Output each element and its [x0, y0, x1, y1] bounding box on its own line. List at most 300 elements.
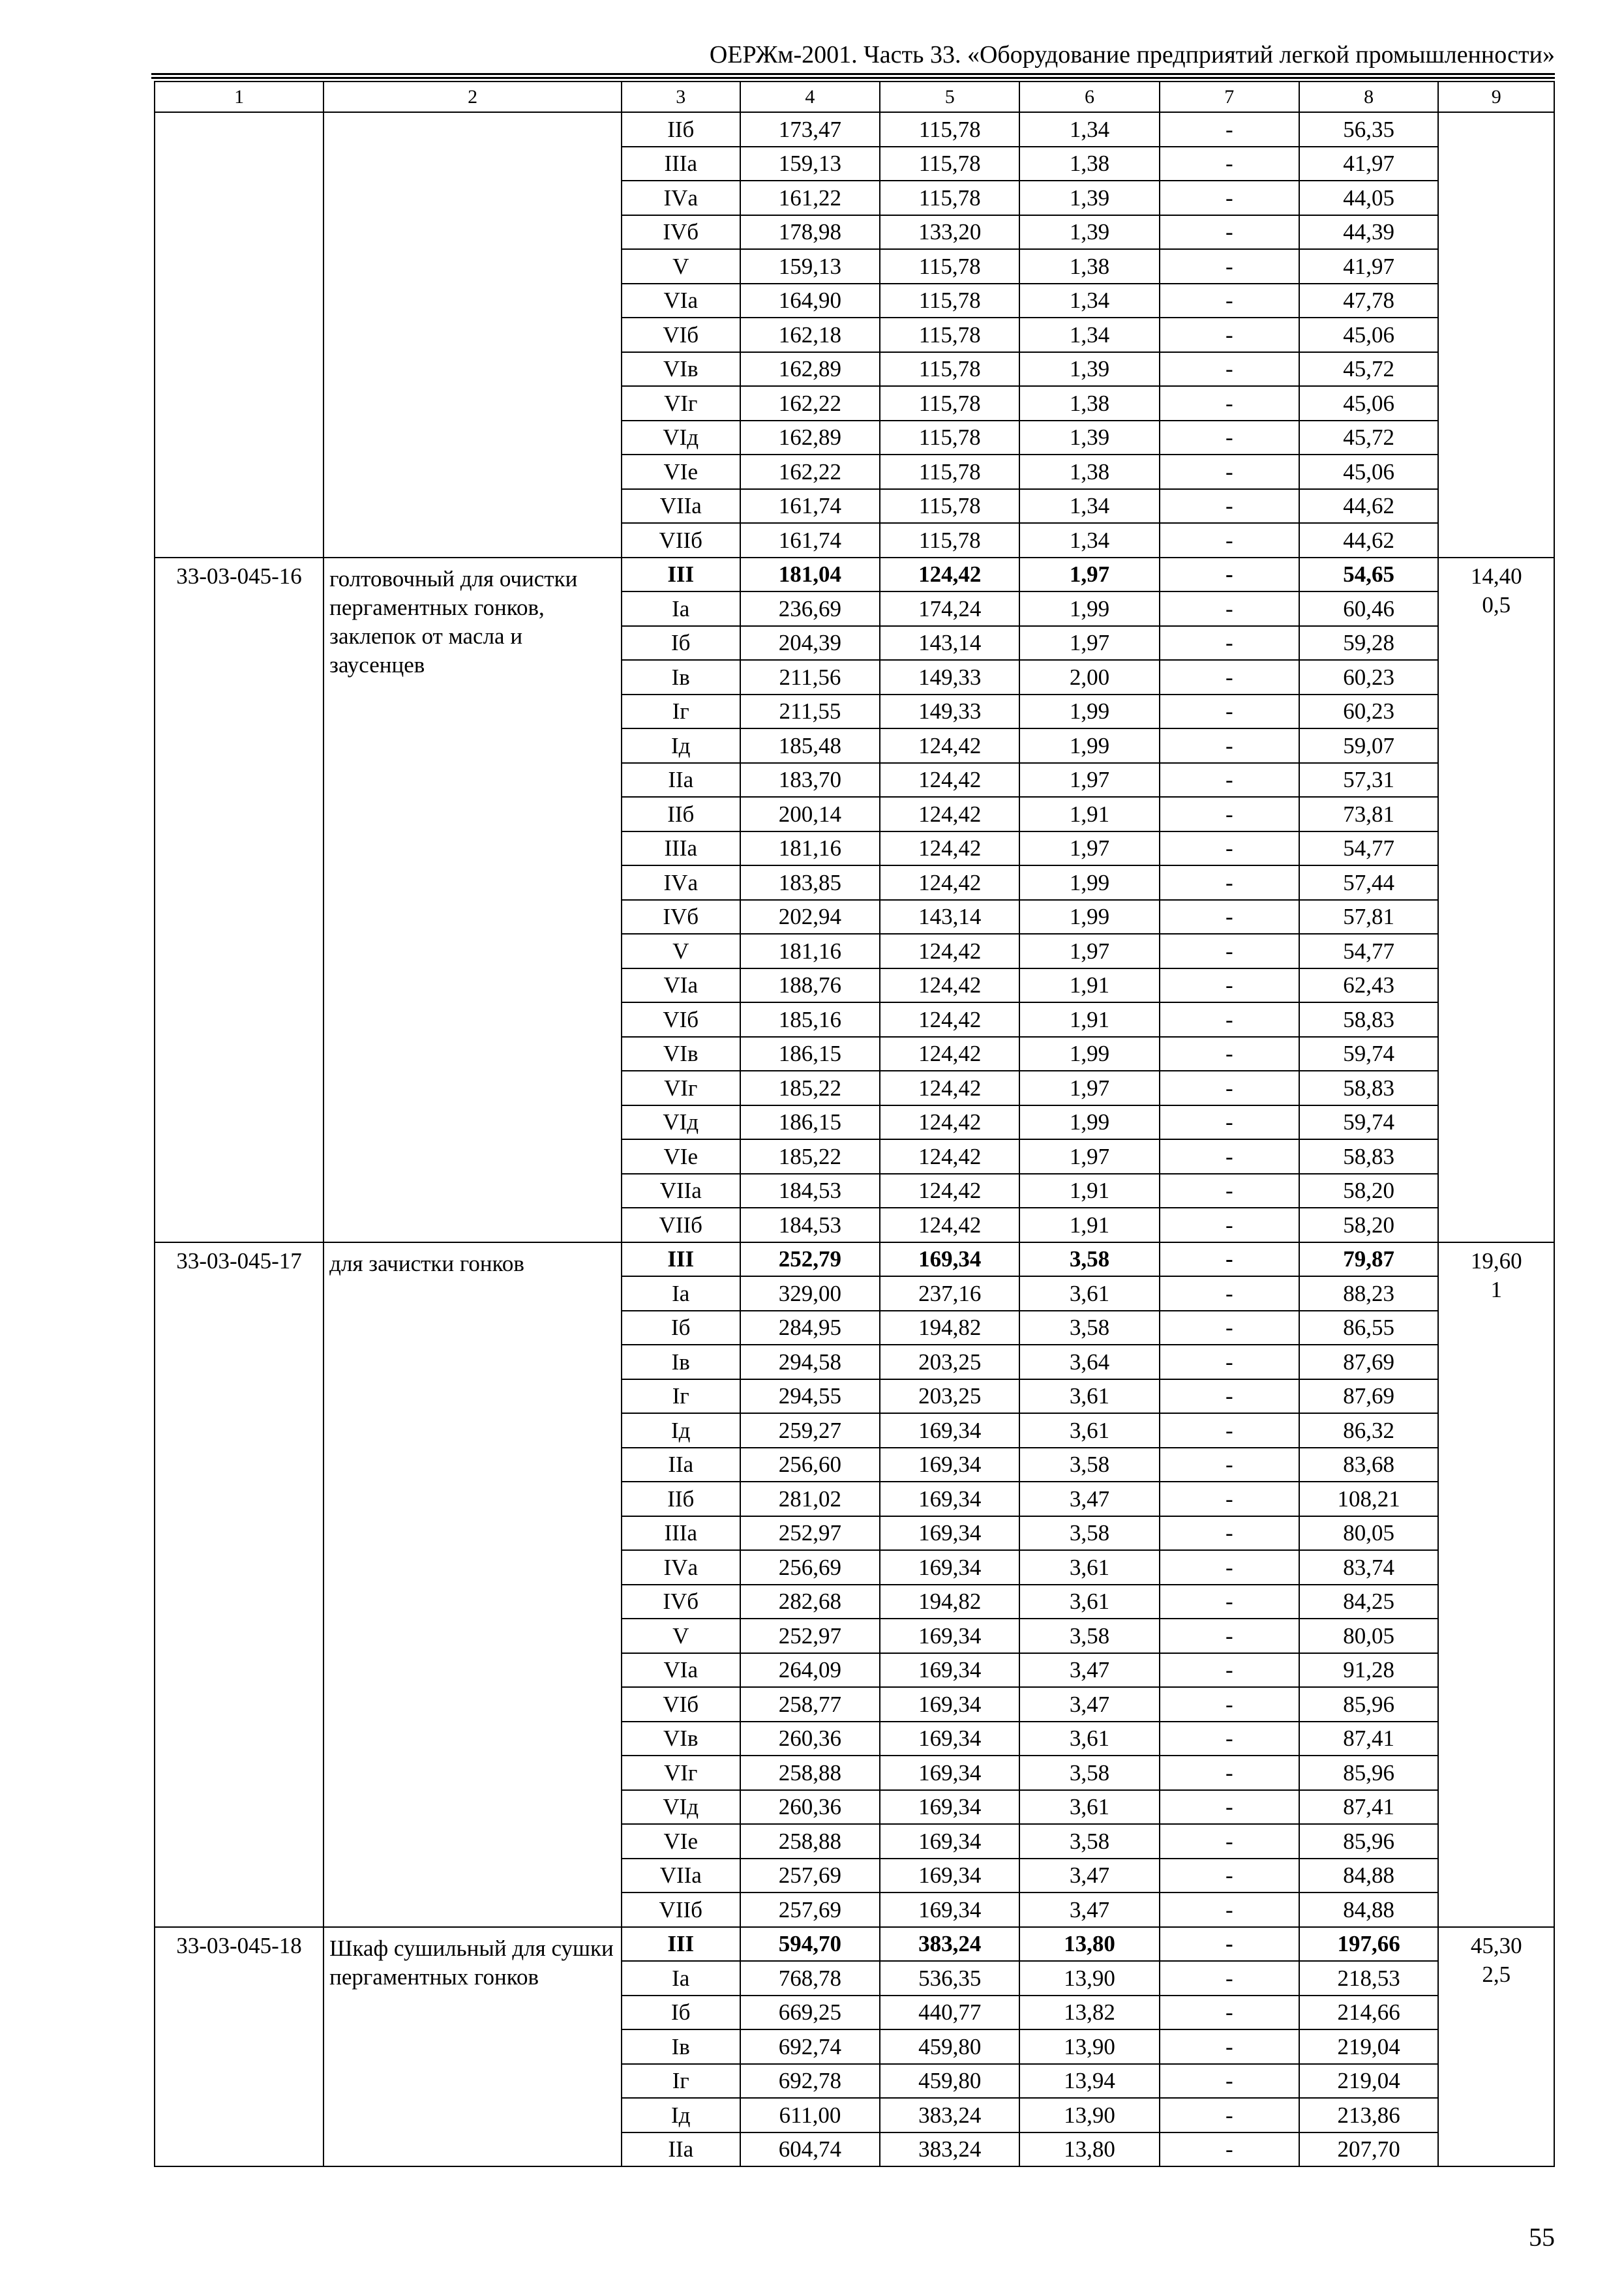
table-cell: 594,70: [740, 1927, 880, 1962]
table-cell: 58,20: [1299, 1174, 1439, 1208]
table-cell: 124,42: [880, 1071, 1019, 1105]
table-cell: 87,41: [1299, 1790, 1439, 1825]
resource-name: Шкаф сушильный для сушки пергаментных гонков: [323, 1927, 622, 2167]
resource-extra-value: 19,60: [1470, 1248, 1522, 1274]
zone-code: VIIа: [622, 1859, 740, 1893]
zone-code: Iа: [622, 591, 740, 626]
table-cell: -: [1160, 626, 1299, 661]
table-cell: 181,04: [740, 558, 880, 592]
table-cell: 1,38: [1019, 386, 1160, 421]
table-cell: 1,38: [1019, 147, 1160, 181]
table-cell: 13,82: [1019, 1996, 1160, 2030]
table-cell: 203,25: [880, 1345, 1019, 1379]
table-cell: 47,78: [1299, 284, 1439, 318]
table-cell: 124,42: [880, 1105, 1019, 1140]
zone-code: VIд: [622, 421, 740, 455]
table-cell: 181,16: [740, 831, 880, 866]
zone-code: VIг: [622, 1071, 740, 1105]
table-cell: 84,25: [1299, 1585, 1439, 1619]
table-cell: -: [1160, 1824, 1299, 1859]
table-cell: -: [1160, 1071, 1299, 1105]
table-cell: 169,34: [880, 1756, 1019, 1790]
table-cell: 1,39: [1019, 181, 1160, 215]
resource-name: [323, 112, 622, 558]
table-cell: 185,22: [740, 1071, 880, 1105]
table-cell: 169,34: [880, 1619, 1019, 1653]
table-cell: -: [1160, 1002, 1299, 1037]
zone-code: IIб: [622, 112, 740, 147]
resource-code: [155, 112, 323, 558]
resource-extra-value: 1: [1490, 1276, 1502, 1302]
table-cell: 91,28: [1299, 1653, 1439, 1688]
table-cell: -: [1160, 1139, 1299, 1174]
table-cell: 281,02: [740, 1482, 880, 1516]
resource-code: 33-03-045-18: [155, 1927, 323, 2167]
column-number: 3: [622, 82, 740, 112]
table-cell: 169,34: [880, 1859, 1019, 1893]
table-cell: 87,69: [1299, 1345, 1439, 1379]
table-cell: -: [1160, 2132, 1299, 2167]
table-cell: 41,97: [1299, 147, 1439, 181]
table-cell: 162,22: [740, 386, 880, 421]
zone-code: Iб: [622, 1311, 740, 1345]
table-cell: -: [1160, 1242, 1299, 1277]
zone-code: IIа: [622, 1448, 740, 1482]
table-cell: 284,95: [740, 1311, 880, 1345]
table-cell: 161,74: [740, 523, 880, 558]
table-cell: 185,22: [740, 1139, 880, 1174]
zone-code: IIб: [622, 1482, 740, 1516]
table-cell: 84,88: [1299, 1859, 1439, 1893]
table-cell: 294,58: [740, 1345, 880, 1379]
table-cell: 692,78: [740, 2064, 880, 2099]
column-number: 7: [1160, 82, 1299, 112]
table-cell: 181,16: [740, 934, 880, 968]
column-number: 2: [323, 82, 622, 112]
column-number: 4: [740, 82, 880, 112]
zone-code: IIIа: [622, 147, 740, 181]
table-cell: 1,38: [1019, 455, 1160, 489]
resource-extra-value: 14,40: [1470, 563, 1522, 589]
zone-code: IVа: [622, 181, 740, 215]
table-cell: 44,05: [1299, 181, 1439, 215]
zone-code: VIIб: [622, 1208, 740, 1242]
table-cell: 185,48: [740, 728, 880, 763]
table-cell: 3,58: [1019, 1756, 1160, 1790]
table-cell: -: [1160, 1448, 1299, 1482]
table-cell: 149,33: [880, 695, 1019, 729]
table-cell: 13,80: [1019, 1927, 1160, 1962]
table-body: [155, 82, 1554, 2166]
table-cell: 211,56: [740, 660, 880, 695]
table-cell: -: [1160, 352, 1299, 387]
table-cell: 54,77: [1299, 831, 1439, 866]
table-cell: 115,78: [880, 112, 1019, 147]
table-cell: 1,99: [1019, 865, 1160, 900]
table-cell: 264,09: [740, 1653, 880, 1688]
zone-code: VIа: [622, 284, 740, 318]
table-cell: 3,61: [1019, 1790, 1160, 1825]
column-number: 1: [155, 82, 323, 112]
table-cell: 200,14: [740, 797, 880, 831]
table-cell: 1,97: [1019, 831, 1160, 866]
table-cell: 329,00: [740, 1276, 880, 1311]
table-cell: 59,07: [1299, 728, 1439, 763]
zone-code: VIе: [622, 455, 740, 489]
table-cell: 115,78: [880, 352, 1019, 387]
table-cell: 218,53: [1299, 1961, 1439, 1996]
table-cell: 115,78: [880, 249, 1019, 284]
table-cell: -: [1160, 865, 1299, 900]
zone-code: Iг: [622, 2064, 740, 2099]
table-cell: -: [1160, 112, 1299, 147]
table-cell: 79,87: [1299, 1242, 1439, 1277]
zone-code: VIе: [622, 1824, 740, 1859]
table-cell: -: [1160, 1585, 1299, 1619]
table-cell: 214,66: [1299, 1996, 1439, 2030]
table-cell: 258,88: [740, 1756, 880, 1790]
table-cell: 124,42: [880, 1002, 1019, 1037]
table-cell: 115,78: [880, 386, 1019, 421]
zone-code: Iа: [622, 1276, 740, 1311]
table-cell: 13,80: [1019, 2132, 1160, 2167]
table-cell: -: [1160, 1345, 1299, 1379]
zone-code: Iд: [622, 728, 740, 763]
zone-code: Iв: [622, 1345, 740, 1379]
table-cell: 173,47: [740, 112, 880, 147]
table-cell: 44,39: [1299, 215, 1439, 250]
table-cell: -: [1160, 934, 1299, 968]
table-cell: 204,39: [740, 626, 880, 661]
table-cell: 259,27: [740, 1413, 880, 1448]
table-cell: 219,04: [1299, 2064, 1439, 2099]
zone-code: Iд: [622, 2098, 740, 2132]
table-cell: 3,47: [1019, 1859, 1160, 1893]
table-cell: 124,42: [880, 797, 1019, 831]
resource-extra: [1438, 558, 1554, 1242]
table-cell: 162,89: [740, 352, 880, 387]
table-cell: 169,34: [880, 1653, 1019, 1688]
table-cell: 73,81: [1299, 797, 1439, 831]
table-cell: 84,88: [1299, 1893, 1439, 1927]
table-cell: 115,78: [880, 455, 1019, 489]
table-cell: 80,05: [1299, 1619, 1439, 1653]
table-cell: -: [1160, 1550, 1299, 1585]
table-cell: 213,86: [1299, 2098, 1439, 2132]
zone-code: III: [622, 1927, 740, 1962]
table-cell: 3,61: [1019, 1276, 1160, 1311]
column-number: 8: [1299, 82, 1439, 112]
table-cell: -: [1160, 249, 1299, 284]
table-cell: -: [1160, 797, 1299, 831]
table-cell: 237,16: [880, 1276, 1019, 1311]
table-cell: 1,34: [1019, 112, 1160, 147]
zone-code: Iг: [622, 695, 740, 729]
table-cell: 115,78: [880, 421, 1019, 455]
table-cell: 1,99: [1019, 1105, 1160, 1140]
table-cell: 85,96: [1299, 1687, 1439, 1722]
table-cell: 3,58: [1019, 1311, 1160, 1345]
zone-code: VIб: [622, 1687, 740, 1722]
resource-code: 33-03-045-17: [155, 1242, 323, 1927]
table-cell: 3,58: [1019, 1824, 1160, 1859]
table-cell: 162,18: [740, 318, 880, 352]
table-cell: -: [1160, 1722, 1299, 1756]
zone-code: III: [622, 558, 740, 592]
table-cell: -: [1160, 1859, 1299, 1893]
table-cell: 252,97: [740, 1516, 880, 1551]
table-cell: -: [1160, 558, 1299, 592]
table-cell: -: [1160, 181, 1299, 215]
table-cell: 3,61: [1019, 1379, 1160, 1414]
table-cell: 169,34: [880, 1482, 1019, 1516]
table-cell: -: [1160, 1996, 1299, 2030]
table-cell: -: [1160, 147, 1299, 181]
running-header: ОЕРЖм-2001. Часть 33. «Оборудование предприятий легкой промышленности»: [709, 41, 1555, 68]
table-cell: 282,68: [740, 1585, 880, 1619]
table-cell: 219,04: [1299, 2029, 1439, 2064]
table-cell: 3,61: [1019, 1550, 1160, 1585]
resource-extra-value: 2,5: [1482, 1961, 1511, 1987]
table-cell: -: [1160, 1893, 1299, 1927]
table-cell: 185,16: [740, 1002, 880, 1037]
zone-code: VIб: [622, 318, 740, 352]
table-cell: 57,31: [1299, 763, 1439, 798]
table-cell: 60,23: [1299, 660, 1439, 695]
table-cell: 1,99: [1019, 728, 1160, 763]
table-cell: 57,44: [1299, 865, 1439, 900]
table-cell: 252,97: [740, 1619, 880, 1653]
table-cell: -: [1160, 2064, 1299, 2099]
table-cell: 188,76: [740, 968, 880, 1003]
table-cell: 83,68: [1299, 1448, 1439, 1482]
resource-code: 33-03-045-16: [155, 558, 323, 1242]
column-number-row: [155, 82, 1554, 112]
table-cell: 57,81: [1299, 900, 1439, 935]
table-cell: 54,65: [1299, 558, 1439, 592]
table-cell: 194,82: [880, 1585, 1019, 1619]
zone-code: III: [622, 1242, 740, 1277]
table-cell: 59,74: [1299, 1037, 1439, 1071]
table-cell: 184,53: [740, 1174, 880, 1208]
table-cell: 1,91: [1019, 1002, 1160, 1037]
zone-code: IVб: [622, 900, 740, 935]
table-cell: 1,91: [1019, 797, 1160, 831]
table-cell: 1,97: [1019, 1071, 1160, 1105]
table-cell: 169,34: [880, 1893, 1019, 1927]
zone-code: IIа: [622, 763, 740, 798]
table-cell: 197,66: [1299, 1927, 1439, 1962]
table-cell: 44,62: [1299, 489, 1439, 524]
table-cell: -: [1160, 1790, 1299, 1825]
zone-code: VIд: [622, 1105, 740, 1140]
table-cell: 604,74: [740, 2132, 880, 2167]
table-cell: -: [1160, 1653, 1299, 1688]
zone-code: VIв: [622, 1722, 740, 1756]
resource-extra: [1438, 1242, 1554, 1927]
table-cell: 1,39: [1019, 421, 1160, 455]
table-cell: 143,14: [880, 900, 1019, 935]
table-cell: 186,15: [740, 1037, 880, 1071]
table-cell: 59,74: [1299, 1105, 1439, 1140]
table-cell: -: [1160, 1619, 1299, 1653]
zone-code: Iв: [622, 660, 740, 695]
zone-code: VIв: [622, 1037, 740, 1071]
table-cell: 669,25: [740, 1996, 880, 2030]
table-cell: -: [1160, 1379, 1299, 1414]
table-cell: 124,42: [880, 934, 1019, 968]
table-cell: 256,69: [740, 1550, 880, 1585]
table-cell: 164,90: [740, 284, 880, 318]
table-cell: -: [1160, 1037, 1299, 1071]
table-cell: 115,78: [880, 284, 1019, 318]
table-cell: -: [1160, 1311, 1299, 1345]
table-cell: 124,42: [880, 728, 1019, 763]
table-cell: 252,79: [740, 1242, 880, 1277]
zone-code: Iд: [622, 1413, 740, 1448]
table-cell: -: [1160, 455, 1299, 489]
zone-code: VIв: [622, 352, 740, 387]
table-cell: -: [1160, 284, 1299, 318]
column-number: 5: [880, 82, 1019, 112]
table-row: [155, 1927, 1554, 1962]
table-cell: 256,60: [740, 1448, 880, 1482]
table-cell: 124,42: [880, 1208, 1019, 1242]
table-cell: 1,99: [1019, 591, 1160, 626]
table-cell: 169,34: [880, 1790, 1019, 1825]
zone-code: VIг: [622, 1756, 740, 1790]
table-cell: -: [1160, 386, 1299, 421]
table-cell: 87,41: [1299, 1722, 1439, 1756]
table-cell: 161,74: [740, 489, 880, 524]
table-cell: 124,42: [880, 763, 1019, 798]
table-cell: -: [1160, 900, 1299, 935]
table-cell: 1,97: [1019, 1139, 1160, 1174]
table-cell: 692,74: [740, 2029, 880, 2064]
table-cell: 1,91: [1019, 968, 1160, 1003]
header-rule-top: [151, 73, 1555, 75]
table-cell: 184,53: [740, 1208, 880, 1242]
table-cell: 183,70: [740, 763, 880, 798]
table-cell: 383,24: [880, 1927, 1019, 1962]
table-cell: 80,05: [1299, 1516, 1439, 1551]
table-cell: 115,78: [880, 489, 1019, 524]
table-cell: 44,62: [1299, 523, 1439, 558]
resource-name: для зачистки гонков: [323, 1242, 622, 1927]
zone-code: IVб: [622, 1585, 740, 1619]
table-cell: 236,69: [740, 591, 880, 626]
table-cell: 115,78: [880, 318, 1019, 352]
zone-code: Iа: [622, 1961, 740, 1996]
table-cell: 45,72: [1299, 352, 1439, 387]
table-cell: 124,42: [880, 558, 1019, 592]
table-cell: 149,33: [880, 660, 1019, 695]
table-cell: 611,00: [740, 2098, 880, 2132]
table-cell: 124,42: [880, 1037, 1019, 1071]
table-cell: 257,69: [740, 1859, 880, 1893]
table-cell: 108,21: [1299, 1482, 1439, 1516]
table-cell: 1,34: [1019, 284, 1160, 318]
table-cell: -: [1160, 1174, 1299, 1208]
table-cell: 1,39: [1019, 215, 1160, 250]
table-row: [155, 112, 1554, 147]
table-cell: -: [1160, 318, 1299, 352]
table-cell: 86,32: [1299, 1413, 1439, 1448]
table-cell: -: [1160, 1413, 1299, 1448]
table-cell: 1,97: [1019, 934, 1160, 968]
table-cell: 3,47: [1019, 1687, 1160, 1722]
table-cell: 260,36: [740, 1790, 880, 1825]
table-cell: 1,34: [1019, 489, 1160, 524]
table-cell: 58,83: [1299, 1002, 1439, 1037]
table-cell: 1,34: [1019, 318, 1160, 352]
table-cell: 169,34: [880, 1413, 1019, 1448]
table-cell: -: [1160, 1927, 1299, 1962]
table-cell: -: [1160, 1208, 1299, 1242]
table-cell: 58,83: [1299, 1139, 1439, 1174]
table-cell: 174,24: [880, 591, 1019, 626]
table-cell: 3,58: [1019, 1242, 1160, 1277]
table-cell: 178,98: [740, 215, 880, 250]
table-cell: 41,97: [1299, 249, 1439, 284]
table-cell: 13,90: [1019, 1961, 1160, 1996]
table-cell: 3,61: [1019, 1413, 1160, 1448]
table-cell: 115,78: [880, 523, 1019, 558]
table-cell: 45,06: [1299, 386, 1439, 421]
table-cell: 258,88: [740, 1824, 880, 1859]
table-cell: 260,36: [740, 1722, 880, 1756]
table-cell: 294,55: [740, 1379, 880, 1414]
table-cell: -: [1160, 695, 1299, 729]
table-cell: 13,90: [1019, 2029, 1160, 2064]
table-cell: 85,96: [1299, 1756, 1439, 1790]
table-cell: 124,42: [880, 831, 1019, 866]
table-cell: 162,22: [740, 455, 880, 489]
table-cell: 169,34: [880, 1448, 1019, 1482]
resource-extra-value: 45,30: [1470, 1932, 1522, 1958]
table-cell: 3,47: [1019, 1653, 1160, 1688]
table-row: [155, 558, 1554, 592]
table-cell: 1,97: [1019, 626, 1160, 661]
table-cell: 186,15: [740, 1105, 880, 1140]
zone-code: VIд: [622, 1790, 740, 1825]
table-cell: 1,34: [1019, 523, 1160, 558]
table-cell: -: [1160, 763, 1299, 798]
table-cell: 85,96: [1299, 1824, 1439, 1859]
table-cell: 2,00: [1019, 660, 1160, 695]
table-cell: 54,77: [1299, 934, 1439, 968]
zone-code: IVб: [622, 215, 740, 250]
table-cell: 383,24: [880, 2132, 1019, 2167]
table-cell: 45,72: [1299, 421, 1439, 455]
zone-code: IIа: [622, 2132, 740, 2167]
table-cell: 1,99: [1019, 695, 1160, 729]
table-cell: 45,06: [1299, 318, 1439, 352]
page-number: 55: [1529, 2222, 1555, 2252]
table-cell: -: [1160, 1482, 1299, 1516]
table-cell: 83,74: [1299, 1550, 1439, 1585]
table-row: [155, 1242, 1554, 1277]
table-cell: 62,43: [1299, 968, 1439, 1003]
table-cell: -: [1160, 1516, 1299, 1551]
zone-code: Iб: [622, 1996, 740, 2030]
zone-code: IIб: [622, 797, 740, 831]
table-cell: -: [1160, 2098, 1299, 2132]
zone-code: V: [622, 1619, 740, 1653]
table-cell: 3,58: [1019, 1516, 1160, 1551]
table-cell: 159,13: [740, 147, 880, 181]
table-cell: 143,14: [880, 626, 1019, 661]
